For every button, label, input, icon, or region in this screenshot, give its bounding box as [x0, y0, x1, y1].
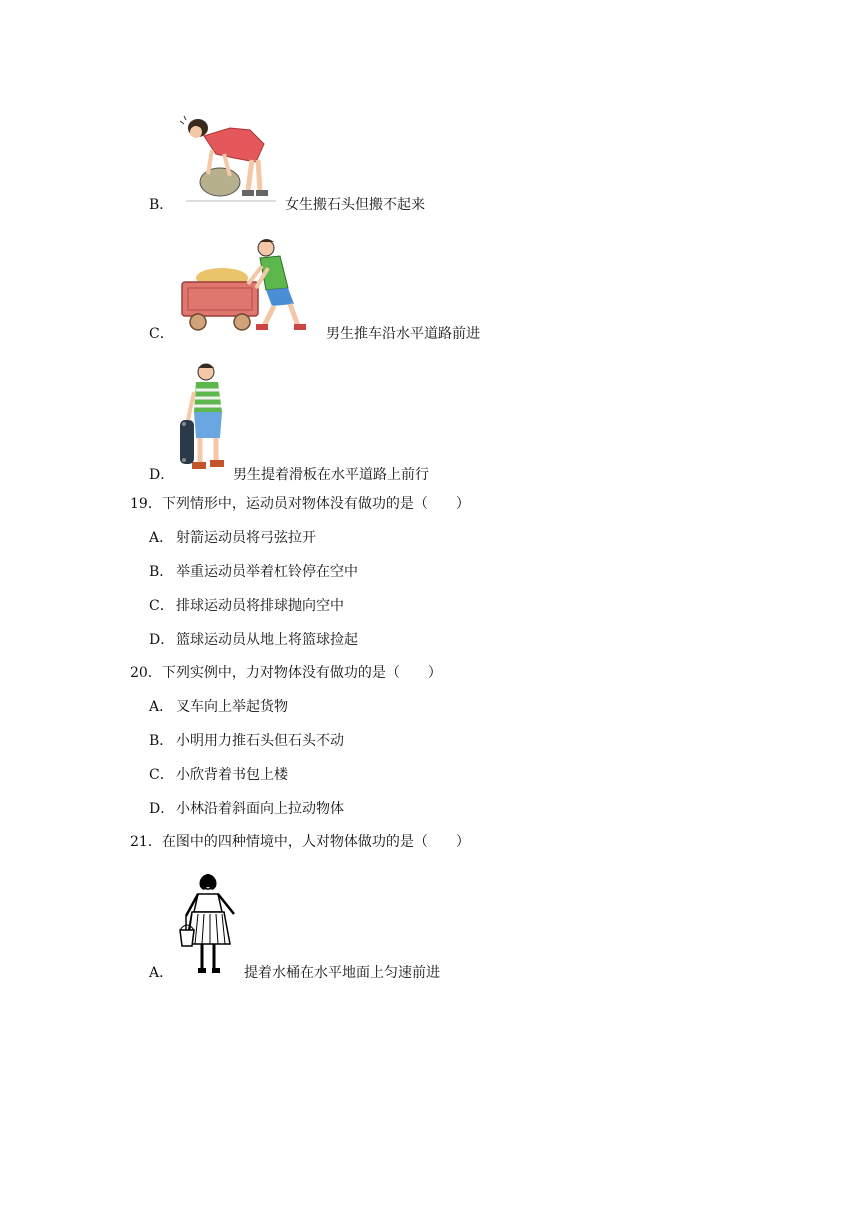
option-text: 小林沿着斜面向上拉动物体	[176, 801, 344, 817]
option-text: 男生推车沿水平道路前进	[326, 326, 480, 342]
option-text: 小明用力推石头但石头不动	[176, 733, 344, 749]
woman-carrying-bucket-illustration	[178, 872, 242, 978]
question-stem: 20．下列实例中，力对物体没有做功的是（ ）	[130, 665, 442, 681]
option-text: 排球运动员将排球抛向空中	[176, 598, 344, 614]
option-letter: A．	[149, 965, 174, 981]
question-stem: 19．下列情形中，运动员对物体没有做功的是（ ）	[130, 496, 470, 512]
option-letter: B．	[149, 197, 174, 213]
option-text: 男生提着滑板在水平道路上前行	[233, 467, 429, 483]
option-letter: B．	[149, 733, 174, 749]
option-letter: A．	[149, 530, 174, 546]
option-letter: C．	[149, 598, 174, 614]
option-letter: D．	[149, 801, 175, 817]
option-text: 射箭运动员将弓弦拉开	[176, 530, 316, 546]
option-text: 女生搬石头但搬不起来	[285, 197, 425, 213]
option-letter: A．	[149, 699, 174, 715]
option-text: 小欣背着书包上楼	[176, 767, 288, 783]
question-stem: 21．在图中的四种情境中，人对物体做功的是（ ）	[130, 834, 470, 850]
option-text: 篮球运动员从地上将篮球捡起	[176, 632, 358, 648]
option-text: 提着水桶在水平地面上匀速前进	[244, 965, 440, 981]
girl-lifting-stone-illustration	[172, 110, 276, 202]
option-letter: D．	[149, 467, 175, 483]
option-letter: C．	[149, 767, 174, 783]
boy-carrying-skateboard-illustration	[176, 362, 232, 474]
boy-pushing-cart-illustration	[176, 238, 322, 334]
option-text: 叉车向上举起货物	[176, 699, 288, 715]
option-text: 举重运动员举着杠铃停在空中	[176, 564, 358, 580]
option-letter: D．	[149, 632, 175, 648]
option-letter: B．	[149, 564, 174, 580]
option-letter: C．	[149, 326, 174, 342]
